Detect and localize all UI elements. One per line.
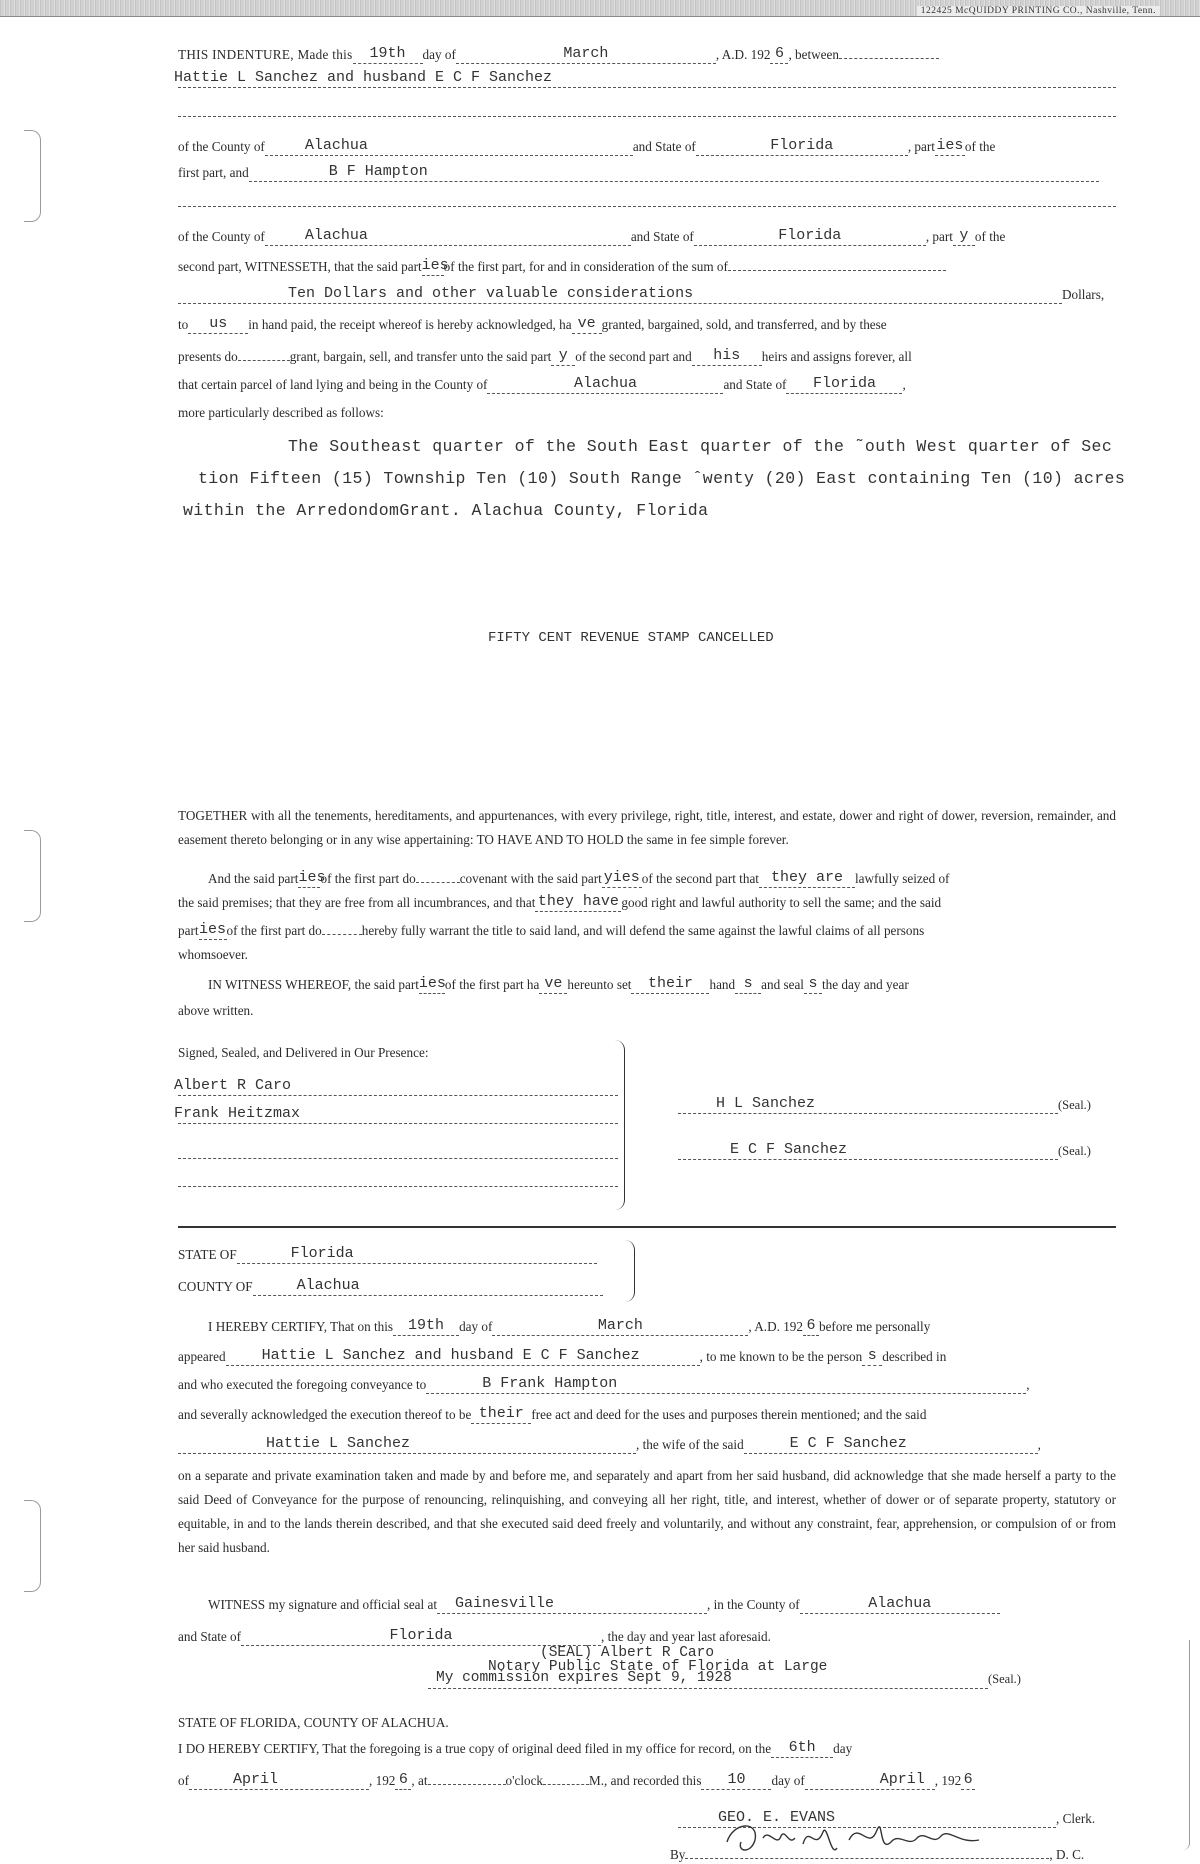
above-written: above written. [178,1003,254,1018]
separate-examination-clause: on a separate and private examination taken and made by and before me, and separately and apart from her said husband, did acknowledge that she made herself a party to the said Deed of Conveyance for the purpose of renouncing, relinquishing, and conveying all her right, title, and interest, whether of dower or of separate property, statutory or equitable, in and to the lands therein described, and that she executed said deed freely and voluntarily, and without any constraint, fear, apprehension, or compulsion of or from her said husband. [178,1468,1116,1555]
blank-line [178,116,1116,117]
consideration-line: Ten Dollars and other valuable considerations Dollars, [178,286,1116,304]
consideration-amount: Ten Dollars and other valuable considerations [288,285,694,302]
ack-county-2: Alachua [868,1595,932,1612]
in-witness-line: IN WITNESS WHEREOF, the said partiesof the first part ha ve hereunto set their hand s and seal s the day and year [208,975,909,992]
indenture-line: THIS INDENTURE, Made this 19th day of March , A.D. 192 6 , between [178,44,1116,64]
first-party-county: Alachua [304,137,368,154]
grantor-line [174,69,1116,88]
blank-line [178,1158,618,1159]
grantee-line: first part, and B F Hampton [178,164,1116,182]
indenture-year: 6 [774,45,784,62]
deputy-clerk-signature [685,1840,1049,1859]
filed-month: April [233,1771,279,1788]
second-party-county: Alachua [304,227,368,244]
notary-commission: My commission expires Sept 9, 1928 [436,1670,732,1686]
ack-witness-line: WITNESS my signature and official seal at Gainesville , in the County of Alachua [208,1596,1116,1614]
deputy-clerk-line: By , D. C. [670,1840,1116,1864]
covenant-line: the said premises; that they are free from all incumbrances, and that they have good right and lawful authority to sell the same; and the said [178,893,942,910]
notary-title: Notary Public State of Florida at Large [488,1659,828,1675]
second-party-state: Florida [778,227,842,244]
page-edge-mark [1183,1640,1190,1850]
printer-mark: 122425 McQUIDDY PRINTING CO., Nashville, Tenn. [917,6,1160,16]
clerk-line: GEO. E. EVANS , Clerk. [678,1810,1116,1828]
ack-wife-name: Hattie L Sanchez [266,1435,411,1452]
ack-appeared-line: appeared Hattie L Sanchez and husband E C F Sanchez , to me known to be the person s described in [178,1347,947,1364]
ack-appeared-names: Hattie L Sanchez and husband E C F Sanchez [261,1347,640,1364]
presents-line: presents do grant, bargain, sell, and transfer unto the said part y of the second part and his heirs and assigns forever, all [178,347,912,364]
witness-1-name: Albert R Caro [174,1077,292,1094]
recorded-day: 10 [727,1771,746,1788]
witness-line-1 [174,1077,618,1096]
ack-county: Alachua [296,1277,360,1294]
warranty-line: partiesof the first part do hereby fully warrant the title to said land, and will defend the same against the lawful claims of all persons [178,921,925,938]
indenture-day: 19th [369,45,406,62]
parcel-line: that certain parcel of land lying and being in the County of Alachua and State of Florida , [178,375,906,392]
signature-brace [614,1040,625,1210]
ack-conveyee-line: and who executed the foregoing conveyance to B Frank Hampton , [178,1375,1030,1392]
ack-county-line: COUNTY OF Alachua [178,1278,618,1296]
ack-month: March [597,1317,643,1334]
witnesseth-line: second part, WITNESSETH, that the said partiesof the first part, for and in consideration of the sum of [178,256,1116,276]
land-description-line-3: within the ArredondomGrant. Alachua County, Florida [183,501,709,520]
first-party-state: Florida [770,137,834,154]
venue-brace [624,1240,635,1302]
blank-line [178,206,1116,207]
ack-wife-line: Hattie L Sanchez , the wife of the said E C F Sanchez , [178,1436,1116,1454]
notary-seal-signature: (SEAL) Albert R Caro [540,1645,715,1661]
receipt-line: to us in hand paid, the receipt whereof is hereby acknowledged, ha ve granted, bargained, sold, and transferred, and by these [178,315,887,332]
ack-state-line-2: and State of Florida , the day and year last aforesaid. [178,1627,771,1644]
filed-day: 6th [788,1739,816,1756]
ack-certify-line: I HEREBY CERTIFY, That on this 19th day of March , A.D. 192 6 before me personally [208,1317,931,1334]
parcel-state: Florida [812,375,876,392]
recording-date-line: of April , 192 6 , at o'clock M., and recorded this 10 day of April , 192 6 [178,1770,1116,1790]
whomsoever-line: whomsoever. [178,947,248,962]
deed-page [174,34,1126,1862]
witness-line-2 [174,1105,618,1124]
habendum-clause: TOGETHER with all the tenements, hereditaments, and appurtenances, with every privilege, right, title, interest, and estate, dower and right of dower, reversion, remainder, and easement thereto belonging or in any wise appertaining: TO HAVE AND TO HOLD the same in fee simple forever. [178,808,1116,847]
clerk-name: GEO. E. EVANS [718,1809,836,1826]
ack-husband-name: E C F Sanchez [789,1435,907,1452]
grantor-2-signature: E C F Sanchez [730,1141,848,1158]
ack-conveyee: B Frank Hampton [482,1375,618,1392]
ack-state-line: STATE OF Florida [178,1246,618,1264]
ack-state: Florida [290,1245,354,1262]
second-party-county-line: of the County of Alachua and State of Florida , part y of the [178,227,1006,244]
first-party-county-line: of the County of Alachua and State of Florida , parties of the [178,137,996,154]
land-description-line-1: The Southeast quarter of the South East quarter of the ˜outh West quarter of Sec [288,437,1113,456]
binder-hole-mark [24,830,41,922]
land-description-line-2: tion Fifteen (15) Township Ten (10) South Range ˆwenty (20) East containing Ten (10) acres [198,469,1126,488]
recording-certify-line: I DO HEREBY CERTIFY, That the foregoing is a true copy of original deed filed in my office for record, on the 6th day [178,1739,853,1756]
grantee-name: B F Hampton [328,163,428,180]
ack-place: Gainesville [455,1595,555,1612]
grantor-names: Hattie L Sanchez and husband E C F Sanchez [174,69,553,86]
handwritten-signature-icon [719,1818,1019,1858]
section-divider [178,1226,1116,1228]
notary-commission-line: My commission expires Sept 9, 1928 (Seal.) [428,1670,1116,1689]
parcel-county: Alachua [573,375,637,392]
recording-heading: STATE OF FLORIDA, COUNTY OF ALACHUA. [178,1715,449,1730]
blank-line [178,1186,618,1187]
witness-2-name: Frank Heitzmax [174,1105,301,1122]
indenture-month: March [563,45,609,62]
described-line: more particularly described as follows: [178,405,384,420]
grantor-1-signature: H L Sanchez [716,1095,816,1112]
ack-day: 19th [408,1317,445,1334]
ack-state-2: Florida [389,1627,453,1644]
recorded-month: April [879,1771,925,1788]
signed-heading: Signed, Sealed, and Delivered in Our Presence: [178,1045,429,1060]
grantor-signature-line-2: E C F Sanchez (Seal.) [678,1142,1116,1160]
covenant-line: And the said partiesof the first part do covenant with the said part yies of the second part that they are lawfully seized of [208,869,950,886]
binder-hole-mark [24,1500,41,1592]
ack-severally-line: and severally acknowledged the execution thereof to be their free act and deed for the uses and purposes therein mentioned; and the said [178,1405,927,1422]
revenue-stamp-note: FIFTY CENT REVENUE STAMP CANCELLED [488,630,774,646]
binder-hole-mark [24,130,41,222]
grantor-signature-line-1: H L Sanchez (Seal.) [678,1096,1116,1114]
